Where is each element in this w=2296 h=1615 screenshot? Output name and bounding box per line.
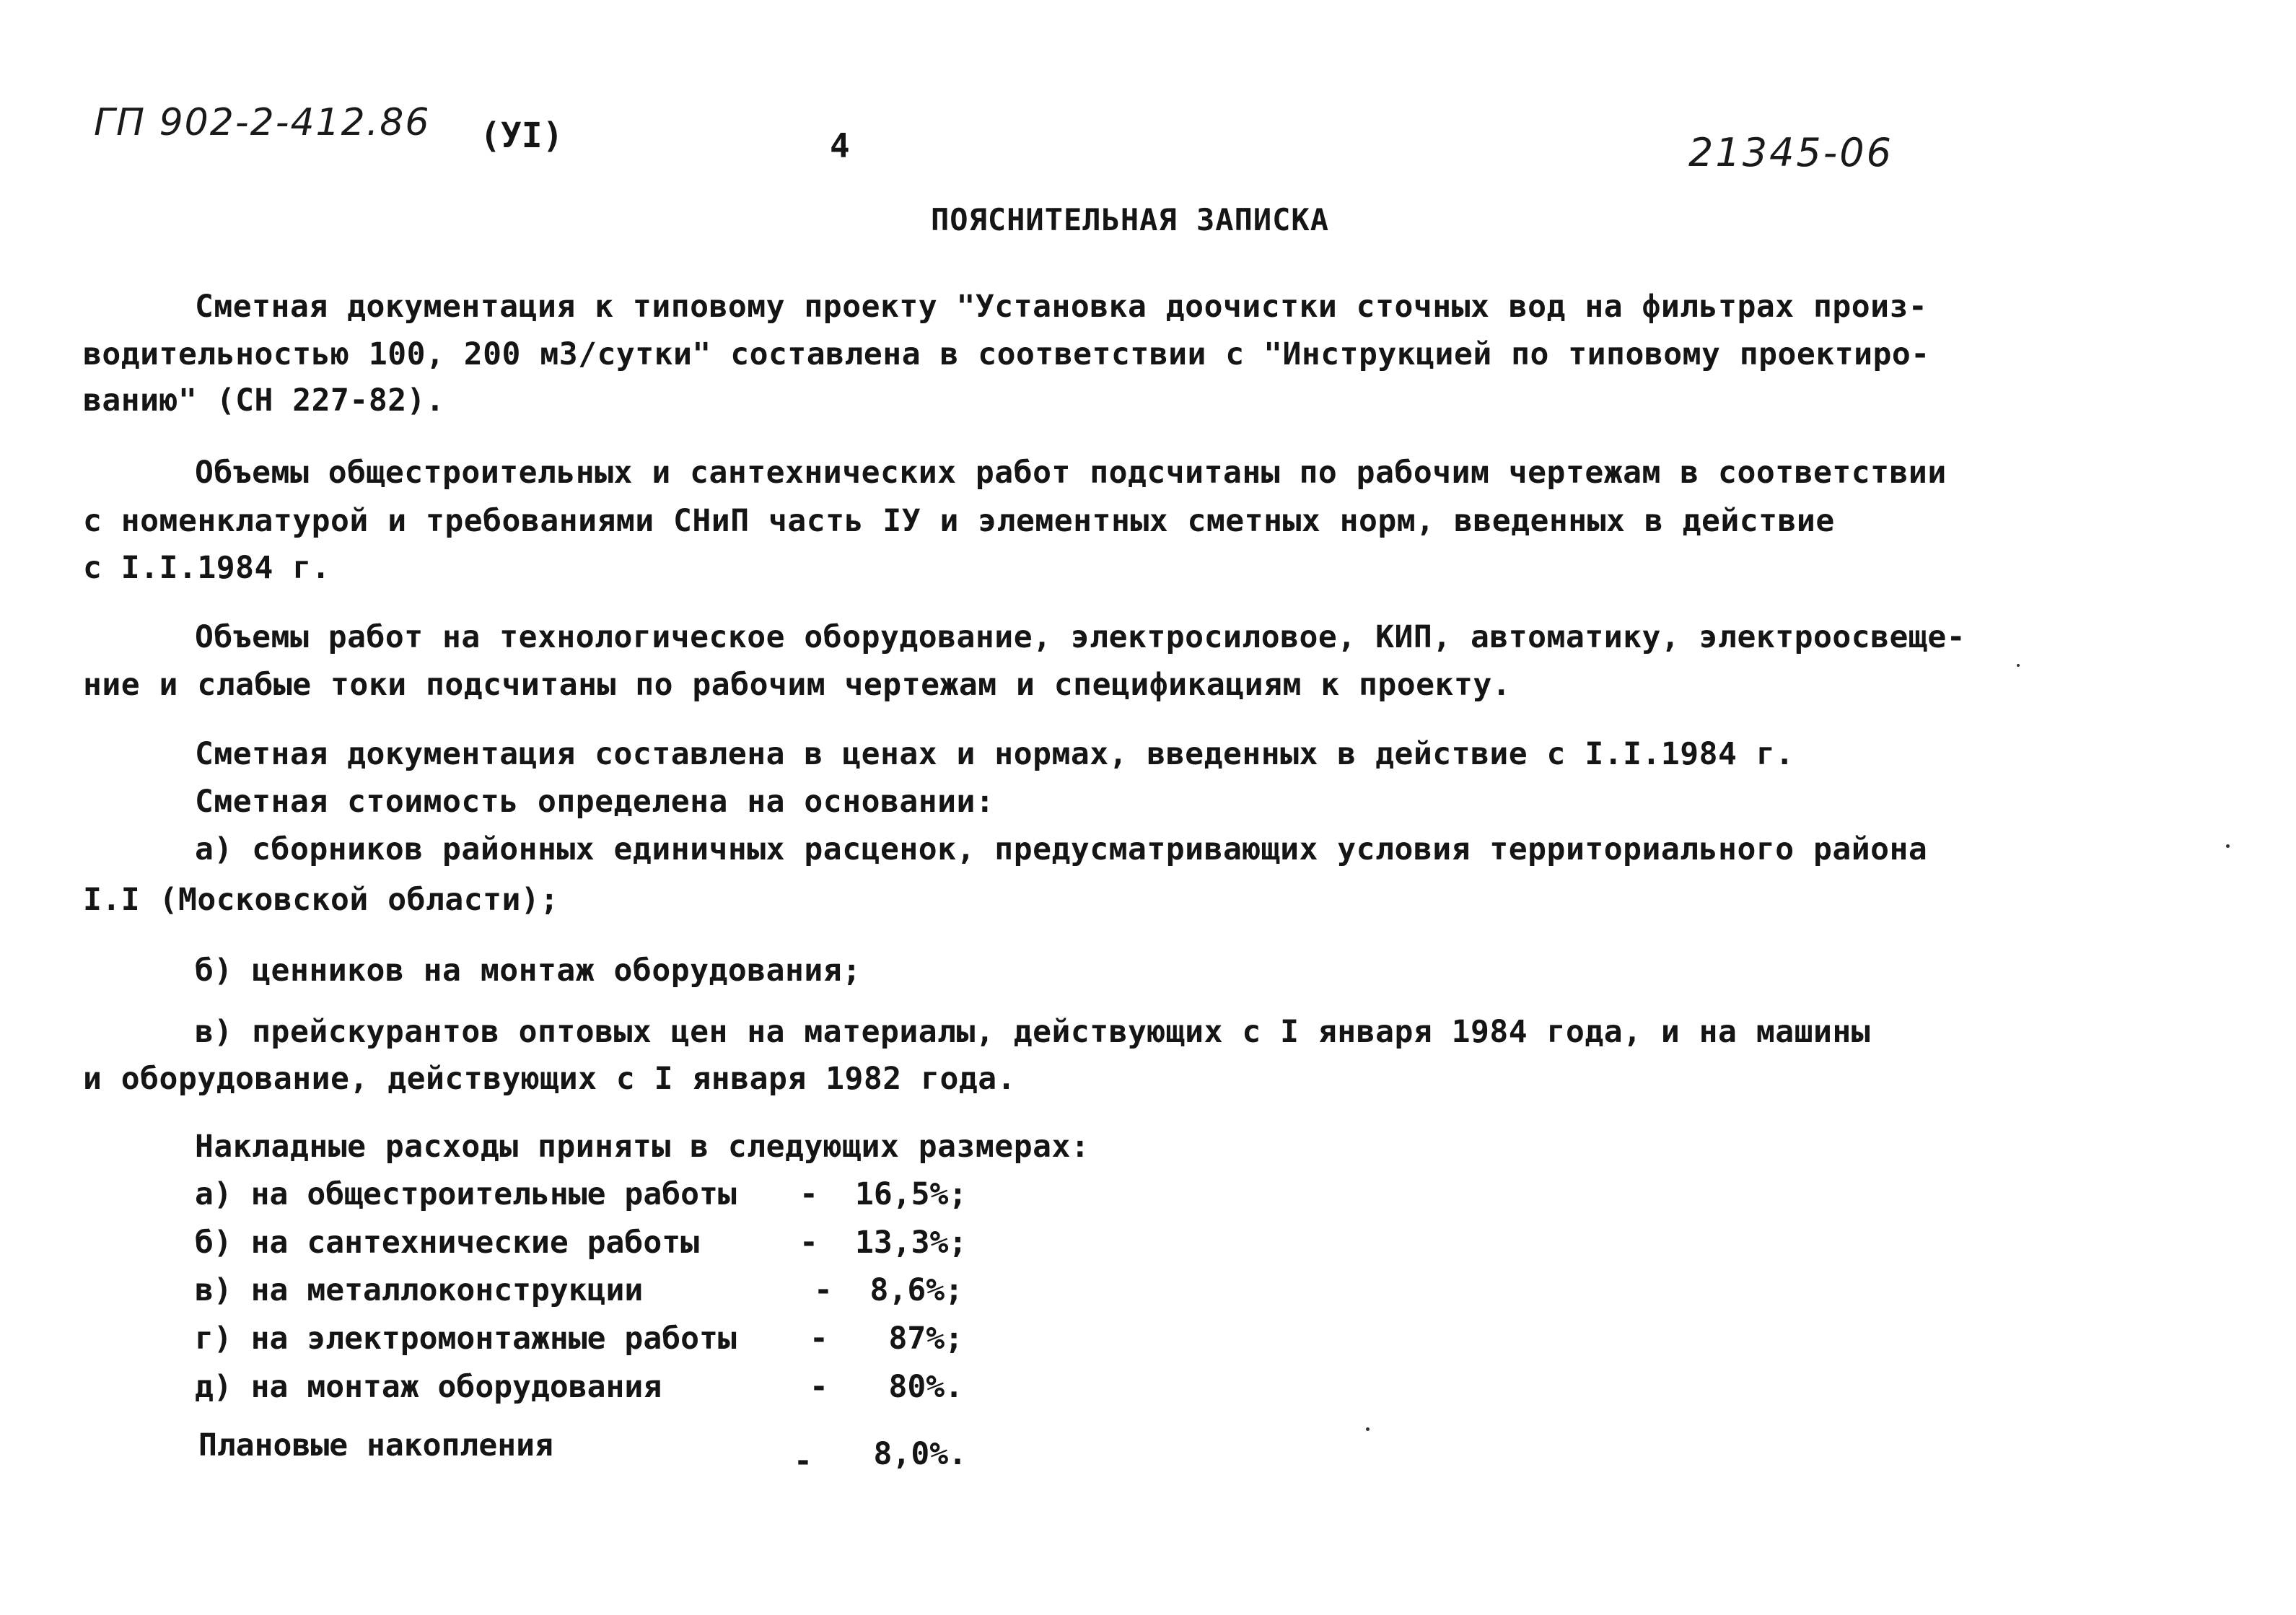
page-number: 4 [830, 126, 850, 165]
scan-speck [1366, 1427, 1370, 1431]
paragraph-line: I.I (Московской области); [83, 882, 559, 918]
overhead-label: г) на электромонтажные работы [195, 1321, 737, 1357]
overhead-dash: - [810, 1369, 828, 1405]
archive-number: 21345-06 [1688, 130, 1893, 175]
overhead-value: 87%; [888, 1321, 963, 1357]
paragraph-line: Накладные расходы приняты в следующих размерах: [195, 1129, 1090, 1165]
paragraph-line: ванию" (СН 227-82). [83, 382, 445, 419]
paragraph-line: а) сборников районных единичных расценок, предусматривающих условия территориального района [195, 831, 1928, 867]
paragraph-line: Сметная стоимость определена на основании: [195, 784, 995, 820]
overhead-label: в) на металлоконструкции [195, 1272, 644, 1308]
planned-accumulation-dash: - [794, 1443, 812, 1479]
overhead-value: 8,6%; [869, 1272, 963, 1308]
scan-speck [2017, 664, 2020, 667]
overhead-value: 13,3%; [855, 1225, 968, 1261]
paragraph-line: ние и слабые токи подсчитаны по рабочим чертежам и спецификациям к проекту. [83, 667, 1512, 703]
paragraph-line: водительностью 100, 200 м3/сутки" составлена в соответствии с "Инструкцией по типовому проектиро- [83, 336, 1930, 372]
overhead-dash: - [810, 1321, 828, 1357]
planned-accumulation-value: 8,0%. [873, 1436, 967, 1472]
overhead-label: д) на монтаж оборудования [195, 1369, 662, 1405]
document-code: ГП 902-2-412.86 [94, 101, 431, 144]
paragraph-line: Объемы общестроительных и сантехнических работ подсчитаны по рабочим чертежам в соответствии [195, 455, 1947, 491]
overhead-label: а) на общестроительные работы [195, 1176, 737, 1212]
document-code-suffix: (УI) [480, 115, 564, 156]
paragraph-line: с номенклатурой и требованиями СНиП часть IУ и элементных сметных норм, введенных в действие [83, 503, 1835, 539]
planned-accumulation-label: Плановые накопления [198, 1427, 553, 1463]
overhead-dash: - [799, 1225, 818, 1261]
overhead-value: 16,5%; [855, 1176, 968, 1212]
page-title: ПОЯСНИТЕЛЬНАЯ ЗАПИСКА [931, 202, 1330, 237]
paragraph-line: с I.I.1984 г. [83, 550, 331, 586]
overhead-dash: - [799, 1176, 818, 1212]
overhead-dash: - [814, 1272, 833, 1308]
paragraph-line: Сметная документация к типовому проекту "Установка доочистки сточных вод на фильтрах произ- [195, 289, 1928, 325]
paragraph-line: Сметная документация составлена в ценах и нормах, введенных в действие с I.I.1984 г. [195, 736, 1795, 772]
paragraph-line: б) ценников на монтаж оборудования; [195, 953, 862, 989]
paragraph-line: и оборудование, действующих с I января 1982 года. [83, 1061, 1017, 1097]
scan-speck [2226, 844, 2230, 848]
paragraph-line: Объемы работ на технологическое оборудование, электросиловое, КИП, автоматику, электроосвеще- [195, 619, 1966, 655]
paragraph-line: в) прейскурантов оптовых цен на материалы, действующих с I января 1984 года, и на машины [195, 1014, 1871, 1050]
overhead-value: 80%. [888, 1369, 963, 1405]
overhead-label: б) на сантехнические работы [195, 1225, 699, 1261]
